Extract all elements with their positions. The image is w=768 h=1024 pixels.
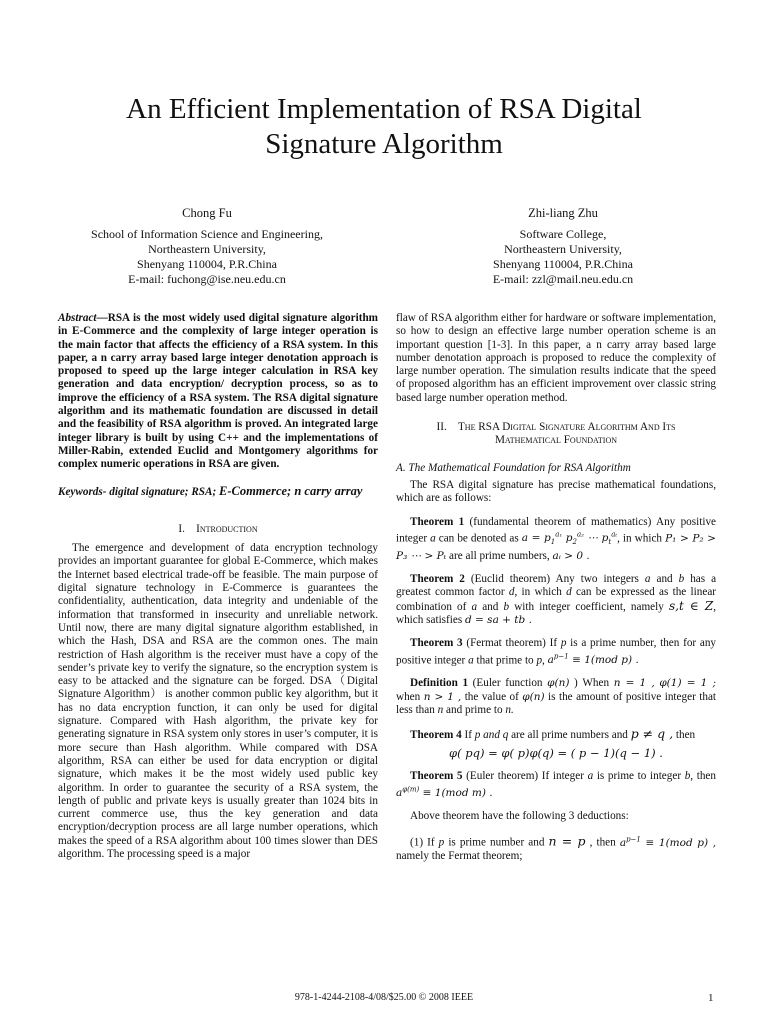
definition-label: Definition 1 xyxy=(410,677,469,690)
theorem-label: Theorem 2 xyxy=(410,573,465,586)
keywords xyxy=(58,485,378,499)
author-affiliation: School of Information Science and Engineering, xyxy=(91,227,323,241)
formula: n = 1 , xyxy=(613,677,655,690)
theorem-4 xyxy=(396,727,716,742)
definition-text: the value of xyxy=(464,690,519,703)
copyright-footer: 978-1-4244-2108-4/08/$25.00 © 2008 IEEE xyxy=(294,992,474,1003)
theorem-label: Theorem 1 xyxy=(410,515,465,528)
theorem-text: , in which xyxy=(514,586,562,599)
theorem-text: can be denoted as xyxy=(438,532,519,545)
theorem-text: is a prime number, then for any positive integer xyxy=(396,637,717,667)
theorem-text: is prime to integer xyxy=(596,769,682,782)
definition-text: n. xyxy=(505,703,514,716)
section-title-line-1: The RSA Digital Signature Algorithm And Its xyxy=(457,421,676,434)
author-affiliation: Software College, xyxy=(519,227,607,241)
theorem-text: then xyxy=(675,729,696,742)
abstract-lead: Abstract xyxy=(58,312,97,324)
formula: p ≠ q , xyxy=(630,726,674,742)
section-heading-introduction xyxy=(58,523,378,536)
author-email: E-mail: fuchong@ise.neu.edu.cn xyxy=(128,272,286,286)
formula: aᵢ > 0 . xyxy=(552,549,590,562)
section-heading-2 xyxy=(396,421,716,448)
author-email: E-mail: zzl@mail.neu.edu.cn xyxy=(492,272,634,286)
theorem-text: with integer coefficient, namely xyxy=(514,600,664,613)
deduction-text: is prime number and xyxy=(448,836,545,849)
introduction-paragraph: The emergence and development of data encryption technology provides an important guarantee for global E-Commerce, which makes the Internet based electrical trade-off be feasible. The main purpose of digital signature technology in E-Commerce is guarantees the confidentiality, authentication, data integrity and undeniable of the information that transformed in insecurity and unreliable network. Until now, there are many digital signature algorithm established, in which the Hash, DSA and RSA are the common ones. The main restriction of Hash algorithm is the receiver must have a copy of the sender’s private key to verify the signature, so the encryption system is easy to be attacked and the signature can be forged. DSA（Digital Signature Algorithm） is another common public key algorithm, but it has no data encryption function, it can only be used for digital signature. Compared with Hash algorithm, the private key for generating signature in RSA system only stores in user’s computer, it is more secure than Hash algorithm. While compared with DSA algorithm, RSA can either be used for data encryption or digital signature, which makes it be the most widely used public key algorithm. In order to guarantee the security of a RSA system, the length of public and private keys is usually greater than 1024 bits in current commerce use, thus the key generation and data encryption/decryption process are all large number operations, which makes the speed of a RSA algorithm about 100 times slower than DES algorithm. The processing speed is a major xyxy=(58,542,378,860)
theorem-text: and xyxy=(482,600,499,613)
section-title-line-2: Mathematical Foundation xyxy=(494,434,618,447)
section-number: I. xyxy=(178,522,185,535)
formula: $a = p_1^{a_1}$ $p_2^{a_2}$ ⋯ $p_t^{a_t}$ xyxy=(521,530,618,547)
author-affiliation: Northeastern University, xyxy=(148,242,266,256)
paper-title xyxy=(60,92,708,162)
deduction-text: (1) If xyxy=(410,836,435,849)
left-column xyxy=(58,312,378,861)
theorem-text: , which satisfies xyxy=(396,600,717,626)
keywords-tail: E-Commerce; n carry array xyxy=(219,483,363,498)
theorem-text: (Euler theorem) If integer xyxy=(466,769,584,782)
theorem-text: (Euclid theorem) Any two integers xyxy=(470,573,639,586)
theorem-label: Theorem 4 xyxy=(410,729,462,742)
definition-text: and prime to xyxy=(446,703,503,716)
formula: φ(n) xyxy=(547,677,570,690)
theorem-3: Theorem 3 (Fermat theorem) If p is a prime number, then for any positive integer a that prime to p, $a^{p-1} \equiv 1(mod$ p) . xyxy=(396,637,717,667)
deduction-text: namely the Fermat theorem; xyxy=(396,850,523,862)
subsection-heading-a: A. The Mathematical Foundation for RSA Algorithm xyxy=(396,461,631,474)
formula: n = p xyxy=(548,833,586,849)
author-name: Zhi-liang Zhu xyxy=(528,206,598,220)
theorem-text: (Fermat theorem) If xyxy=(466,637,558,650)
theorem-text: and xyxy=(656,573,673,586)
theorem-text: p and q xyxy=(474,729,509,742)
formula: P₁ > P₂ > P₃ ⋯ > Pₜ xyxy=(396,532,716,562)
formula: $a^{p-1} \equiv 1(mod$ p) , xyxy=(619,835,717,849)
author-block-1 xyxy=(62,206,352,287)
title-line-2: Signature Algorithm xyxy=(265,128,503,160)
author-name: Chong Fu xyxy=(182,206,232,220)
formula: φ(1) = 1 ; xyxy=(659,677,717,690)
abstract xyxy=(58,312,378,472)
theorem-text: (fundamental theorem of mathematics) Any positive integer xyxy=(396,515,717,545)
theorem-text: are all prime numbers and xyxy=(511,729,628,742)
definition-text: (Euler function xyxy=(472,677,543,690)
theorem-text: has a greatest common factor xyxy=(396,573,717,599)
theorem-label: Theorem 5 xyxy=(410,769,463,782)
formula: s,t ∈ Z xyxy=(668,598,714,613)
author-block-2 xyxy=(418,206,708,287)
deduction-1: (1) If p is prime number and n = p , then $a^{p-1} \equiv 1(mod$ p) , namely the Fermat theorem; xyxy=(396,833,717,862)
author-affiliation: Northeastern University, xyxy=(504,242,622,256)
author-location: Shenyang 110004, P.R.China xyxy=(137,257,277,271)
formula: n > 1 , xyxy=(423,690,462,703)
subsection-a-intro: The RSA digital signature has precise mathematical foundations, which are as follows: xyxy=(396,478,716,505)
page-number: 1 xyxy=(708,992,714,1004)
deductions-intro: Above theorem have the following 3 deductions: xyxy=(410,809,629,822)
definition-text: is the amount of positive integer that less than xyxy=(396,690,717,716)
theorem-5: Theorem 5 (Euler theorem) If integer a is prime to integer b, then $a^{\varphi(m)} \equiv 1(mod$ m) . xyxy=(396,769,716,799)
theorem-text: that prime to xyxy=(476,654,534,667)
right-column xyxy=(396,312,716,873)
theorem-2: Theorem 2 (Euclid theorem) Any two integers a and b has a greatest common factor d, in which d can be expressed as the linear combination of a and b with integer coefficient, namely s,t ∈ Z, which satisfies d = sa + tb . xyxy=(396,573,717,626)
deduction-text: , then xyxy=(589,836,616,849)
author-location: Shenyang 110004, P.R.China xyxy=(493,257,633,271)
abstract-text: —RSA is the most widely used digital signature algorithm in E-Commerce and the complexity of large integer operation is the main factor that affects the efficiency of a RSA system. In this paper, a n carry array based large integer denotation approach is proposed to speed up the large integer calculation in RSA key generation and data encryption/ decryption process, so as to improve the efficiency of a RSA system. The RSA digital signature algorithm and its mathematic foundation are discussed in detail and the feasibility of RSA algorithm is proved. An integrated large integer library is built by using C++ and the implementations of Miller-Rabin, extended Euclid and Montgomery algorithms for complex numeric operations in RSA are given. xyxy=(58,312,378,471)
section-number: II. xyxy=(436,421,447,434)
theorem-text: , in which xyxy=(617,532,663,545)
title-line-1: An Efficient Implementation of RSA Digital xyxy=(126,93,642,125)
definition-text: ) When xyxy=(574,677,610,690)
formula: d = sa + tb . xyxy=(464,613,532,626)
definition-1: Definition 1 (Euler function φ(n) ) When n = 1 , φ(1) = 1 ; when n > 1 , the value of φ(n) is the amount of positive integer that less than n and prime to n. xyxy=(396,677,717,716)
section-title: Introduction xyxy=(196,522,258,535)
definition-text: when xyxy=(396,690,421,703)
theorem-text: If xyxy=(464,729,472,742)
formula: φ(n) xyxy=(522,690,545,703)
theorem-text: , then xyxy=(690,769,716,782)
theorem-text: are all prime numbers, xyxy=(449,549,550,562)
theorem-1: Theorem 1 (fundamental theorem of mathematics) Any positive integer a can be denoted as $a = p_1^{a_1}$ $p_2^{a_2}$ ⋯ $p_t^{a_t}$, in which P₁ > P₂ > P₃ ⋯ > Pₜ are all prime numbers, aᵢ > 0 . xyxy=(396,515,717,562)
theorem-4-formula: φ( pq) = φ( p)φ(q) = ( p − 1)(q − 1) . xyxy=(449,745,663,760)
theorem-text: can be expressed as the linear combination of xyxy=(396,586,717,613)
theorem-label: Theorem 3 xyxy=(410,637,463,650)
introduction-continued: flaw of RSA algorithm either for hardware or software implementation, so how to design an effective large number operation scheme is an important question [1-3]. In this paper, a n carry array based large number denotation approach is proposed to reduce the complexity of large number operation. The simulation results indicate that the speed of proposed algorithm has an efficient improvement over classic string based large number operation method. xyxy=(396,312,716,404)
formula: $a^{p-1} \equiv 1(mod$ p) . xyxy=(547,652,639,667)
formula: $a^{\varphi(m)} \equiv 1(mod$ m) . xyxy=(396,785,493,799)
keywords-lead: Keywords- digital signature; RSA; xyxy=(58,485,217,498)
